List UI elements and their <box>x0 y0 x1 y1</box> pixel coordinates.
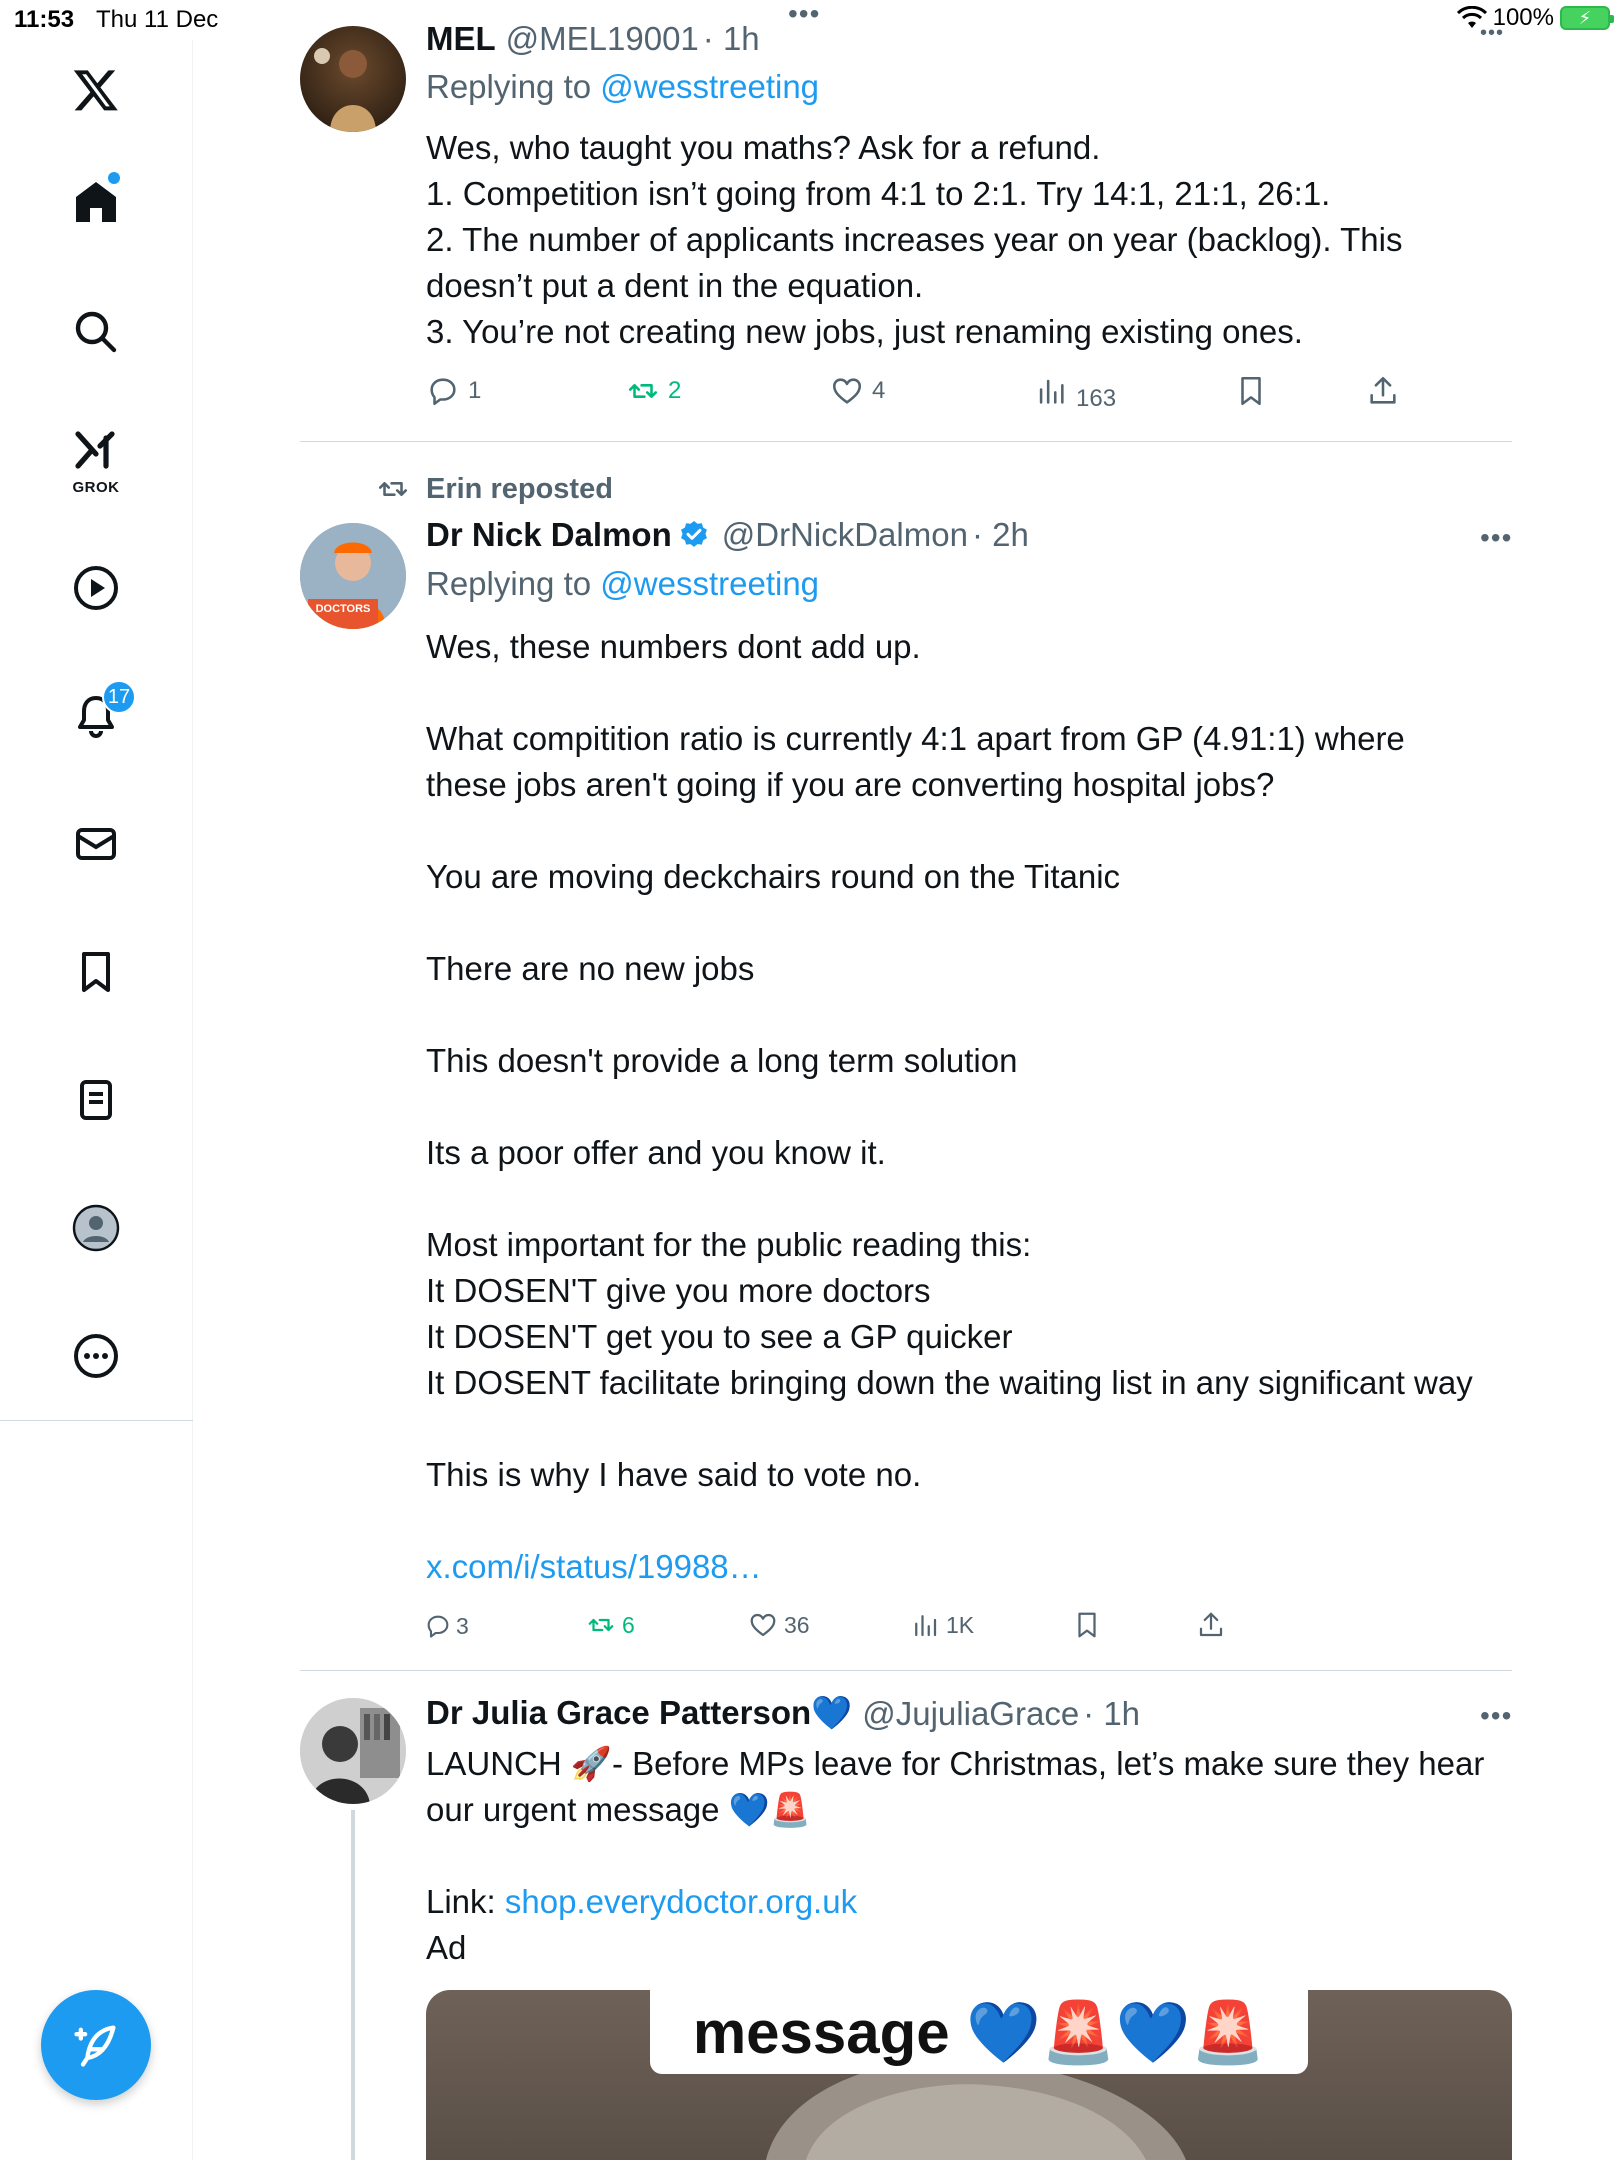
repost-icon <box>376 472 410 506</box>
like-count: 36 <box>784 1611 810 1638</box>
link-prefix: Link: <box>426 1883 505 1920</box>
repost-button[interactable] <box>626 374 681 408</box>
media-caption: message 💙🚨💙🚨 <box>650 1990 1308 2074</box>
views-count: 1K <box>946 1611 975 1638</box>
like-button[interactable] <box>830 374 885 408</box>
more-options-icon[interactable] <box>56 1316 136 1396</box>
bookmark-button[interactable] <box>1072 1610 1102 1640</box>
heart-icon <box>830 374 864 408</box>
author-name[interactable]: MEL <box>426 20 496 57</box>
tweet-paragraph: You are moving deckchairs round on the Titanic <box>426 858 1121 895</box>
tweet-more-options-icon[interactable]: ••• <box>1480 522 1513 553</box>
tweet-separator <box>300 441 1512 442</box>
messages-icon[interactable] <box>56 804 136 884</box>
views-icon <box>910 1610 940 1640</box>
sidebar <box>0 40 193 2160</box>
repost-context <box>376 472 613 506</box>
repost-icon <box>626 374 660 408</box>
tweet-header <box>426 516 1029 554</box>
tweet-paragraph: There are no new jobs <box>426 950 755 987</box>
views-icon <box>1034 374 1068 408</box>
tweet-separator <box>300 1670 1512 1671</box>
tweet-link[interactable]: x.com/i/status/19988… <box>426 1548 762 1585</box>
views-button[interactable] <box>910 1610 974 1640</box>
thread-line <box>351 1810 355 2160</box>
compose-post-button[interactable] <box>41 1990 151 2100</box>
share-button[interactable] <box>1366 374 1400 408</box>
repost-icon <box>586 1610 616 1640</box>
tweet-paragraph: It DOSEN'T give you more doctors <box>426 1272 931 1309</box>
author-name[interactable]: Dr Nick Dalmon <box>426 516 672 553</box>
bookmarks-icon[interactable] <box>56 932 136 1012</box>
tweet-paragraph: Wes, these numbers dont add up. <box>426 628 921 665</box>
author-name[interactable]: Dr Julia Grace Patterson💙 <box>426 1694 853 1731</box>
share-icon <box>1366 374 1400 408</box>
replying-to-handle[interactable]: @wesstreeting <box>600 68 820 105</box>
replying-to-handle[interactable]: @wesstreeting <box>600 565 820 602</box>
tweet-line: 2. The number of applicants increases year on year (backlog). This <box>426 221 1403 258</box>
replying-to-prefix: Replying to <box>426 565 601 602</box>
repost-count: 2 <box>668 377 682 404</box>
sidebar-divider <box>0 1420 193 1421</box>
home-unread-dot <box>108 172 120 184</box>
reposted-by[interactable]: Erin reposted <box>426 472 613 505</box>
top-right-more-icon[interactable]: ••• <box>1480 22 1505 44</box>
grok-label: GROK <box>72 479 120 496</box>
notifications-badge: 17 <box>102 680 136 714</box>
reply-icon <box>426 374 460 408</box>
home-icon[interactable] <box>56 162 136 242</box>
tweet-time[interactable]: · 1h <box>1083 1694 1141 1732</box>
tweet-body <box>426 125 1516 355</box>
top-more-options-icon[interactable]: ••• <box>788 0 821 29</box>
tweet-paragraph: It DOSENT facilitate bringing down the waiting list in any significant way <box>426 1364 1473 1401</box>
tweet-paragraph: What compitition ratio is currently 4:1 apart from GP (4.91:1) where these jobs aren't going if you are converting hospital jobs? <box>426 720 1405 803</box>
notifications-icon[interactable] <box>56 676 136 756</box>
tweet-paragraph: Most important for the public reading this: <box>426 1226 1032 1263</box>
tweet-line: LAUNCH 🚀- Before MPs leave for Christmas, let’s make sure they hear <box>426 1745 1485 1782</box>
ad-link[interactable]: shop.everydoctor.org.uk <box>504 1883 858 1920</box>
tweet-body <box>426 624 1516 1590</box>
compose-feather-icon <box>70 2019 122 2071</box>
tweet-more-options-icon[interactable]: ••• <box>1480 1700 1513 1731</box>
tweet-line: doesn’t put a dent in the equation. <box>426 267 924 304</box>
bookmark-icon <box>1234 374 1268 408</box>
replying-to <box>426 68 819 106</box>
verified-badge-icon <box>678 519 710 551</box>
reply-button[interactable] <box>424 1612 469 1640</box>
repost-button[interactable] <box>586 1610 635 1640</box>
ad-media-video[interactable] <box>426 1990 1512 2160</box>
tweet-line: our urgent message 💙🚨 <box>426 1791 811 1828</box>
tweet-paragraph: Its a poor offer and you know it. <box>426 1134 886 1171</box>
bookmark-icon <box>1072 1610 1102 1640</box>
views-button[interactable] <box>1034 374 1116 408</box>
profile-icon[interactable] <box>56 1188 136 1268</box>
tweet-paragraph: It DOSEN'T get you to see a GP quicker <box>426 1318 1013 1355</box>
views-count: 163 <box>1076 385 1117 408</box>
repost-count: 6 <box>622 1611 635 1638</box>
avatar-nick-dalmon[interactable] <box>300 523 406 629</box>
battery-icon: ⚡ <box>1560 6 1610 30</box>
reply-icon <box>424 1612 452 1640</box>
grok-icon[interactable] <box>56 418 136 498</box>
reply-count: 3 <box>456 1612 469 1639</box>
tweet-body <box>426 1741 1526 1971</box>
tweet-line: Wes, who taught you maths? Ask for a refund. <box>426 129 1101 166</box>
avatar-mel[interactable] <box>300 26 406 132</box>
tweet-time[interactable]: · 1h <box>702 20 760 57</box>
x-logo-icon[interactable] <box>56 50 136 130</box>
share-icon <box>1196 1610 1226 1640</box>
author-handle[interactable]: @DrNickDalmon <box>721 516 968 553</box>
like-button[interactable] <box>748 1610 810 1640</box>
like-count: 4 <box>872 377 886 404</box>
video-icon[interactable] <box>56 548 136 628</box>
battery-percent: 100% <box>1492 4 1554 31</box>
tweet-paragraph: This is why I have said to vote no. <box>426 1456 922 1493</box>
avatar-julia-grace[interactable] <box>300 1698 406 1804</box>
replying-to <box>426 565 819 603</box>
reply-button[interactable] <box>426 374 481 408</box>
share-button[interactable] <box>1196 1610 1226 1640</box>
bookmark-button[interactable] <box>1234 374 1268 408</box>
ad-label: Ad <box>426 1929 467 1966</box>
reply-count: 1 <box>468 377 482 404</box>
tweet-header <box>426 20 760 58</box>
heart-icon <box>748 1610 778 1640</box>
lists-icon[interactable] <box>56 1060 136 1140</box>
author-handle[interactable]: @MEL19001 <box>505 20 699 57</box>
tweet-line: 3. You’re not creating new jobs, just renaming existing ones. <box>426 313 1303 350</box>
search-icon[interactable] <box>56 292 136 372</box>
tweet-header <box>426 1694 1140 1733</box>
status-time: 11:53 <box>14 6 75 33</box>
tweet-paragraph: This doesn't provide a long term solution <box>426 1042 1018 1079</box>
tweet-link-line <box>426 1879 1526 1925</box>
avatar-sign-text: DOCTORS <box>315 603 371 615</box>
status-date: Thu 11 Dec <box>96 6 219 33</box>
tweet-line: 1. Competition isn’t going from 4:1 to 2:1. Try 14:1, 21:1, 26:1. <box>426 175 1331 212</box>
author-handle[interactable]: @JujuliaGrace <box>862 1694 1080 1732</box>
replying-to-prefix: Replying to <box>426 68 601 105</box>
tweet-time[interactable]: · 2h <box>971 516 1029 553</box>
